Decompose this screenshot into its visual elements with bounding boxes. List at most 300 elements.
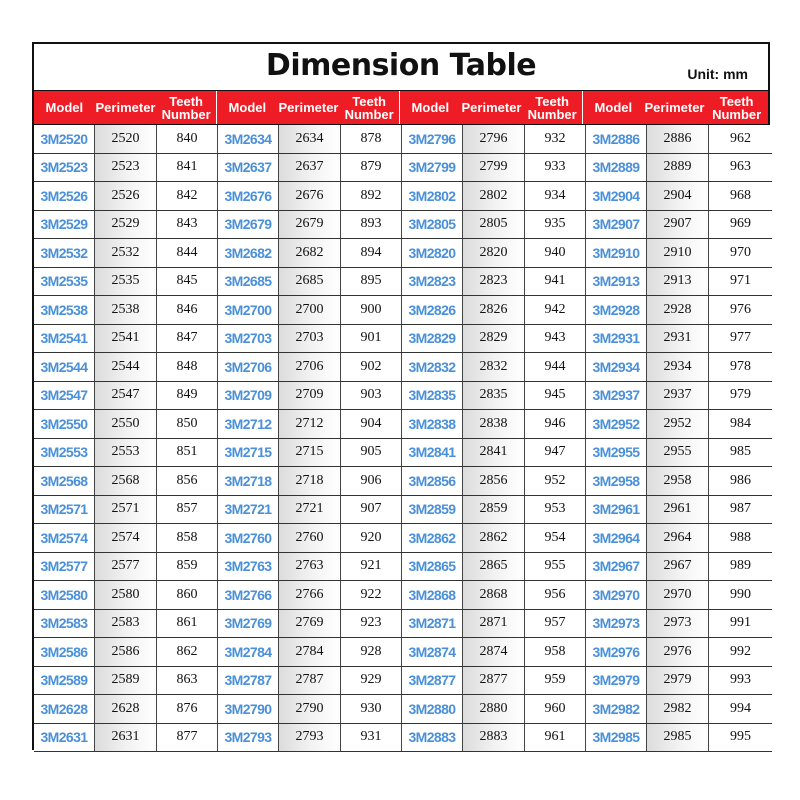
perimeter-cell: 2721: [279, 496, 341, 524]
table-row: [402, 154, 586, 183]
table-row: [34, 724, 218, 753]
table-row: [218, 553, 402, 582]
model-cell: 3M2568: [34, 467, 95, 495]
table-row: [402, 610, 586, 639]
perimeter-cell: 2928: [647, 296, 709, 324]
model-cell: 3M2868: [402, 581, 463, 609]
model-cell: 3M2862: [402, 524, 463, 552]
perimeter-cell: 2577: [95, 553, 157, 581]
model-cell: 3M2544: [34, 353, 95, 381]
teeth-cell: 934: [525, 182, 586, 210]
table-row: [402, 439, 586, 468]
column-header-model: Model: [45, 100, 84, 115]
column-header-perimeter: Perimeter: [461, 100, 522, 115]
perimeter-cell: 2712: [279, 410, 341, 438]
model-cell: 3M2676: [218, 182, 279, 210]
model-cell: 3M2589: [34, 667, 95, 695]
perimeter-cell: 2784: [279, 638, 341, 666]
perimeter-cell: 2568: [95, 467, 157, 495]
model-cell: 3M2631: [34, 724, 95, 752]
model-cell: 3M2553: [34, 439, 95, 467]
perimeter-cell: 2868: [463, 581, 525, 609]
perimeter-cell: 2982: [647, 695, 709, 723]
table-row: [402, 125, 586, 154]
teeth-cell: 970: [709, 239, 772, 267]
perimeter-cell: 2934: [647, 353, 709, 381]
model-cell: 3M2832: [402, 353, 463, 381]
model-cell: 3M2634: [218, 125, 279, 153]
model-cell: 3M2577: [34, 553, 95, 581]
perimeter-cell: 2685: [279, 268, 341, 296]
perimeter-cell: 2538: [95, 296, 157, 324]
perimeter-cell: 2799: [463, 154, 525, 182]
teeth-cell: 944: [525, 353, 586, 381]
table-row: [586, 496, 772, 525]
model-cell: 3M2721: [218, 496, 279, 524]
perimeter-cell: 2526: [95, 182, 157, 210]
model-cell: 3M2787: [218, 667, 279, 695]
table-row: [402, 581, 586, 610]
model-cell: 3M2937: [586, 382, 647, 410]
column-header-teeth: Teeth Number: [339, 91, 400, 124]
perimeter-cell: 2820: [463, 239, 525, 267]
column-header-perimeter: Perimeter: [278, 100, 339, 115]
table-row: [402, 524, 586, 553]
table-row: [218, 353, 402, 382]
perimeter-cell: 2880: [463, 695, 525, 723]
teeth-cell: 905: [341, 439, 402, 467]
table-row: [218, 268, 402, 297]
perimeter-cell: 2550: [95, 410, 157, 438]
perimeter-cell: 2979: [647, 667, 709, 695]
model-cell: 3M2928: [586, 296, 647, 324]
teeth-cell: 941: [525, 268, 586, 296]
table-row: [586, 325, 772, 354]
teeth-cell: 957: [525, 610, 586, 638]
model-cell: 3M2955: [586, 439, 647, 467]
teeth-cell: 984: [709, 410, 772, 438]
table-row: [586, 154, 772, 183]
table-row: [402, 325, 586, 354]
teeth-cell: 844: [157, 239, 218, 267]
model-cell: 3M2889: [586, 154, 647, 182]
perimeter-cell: 2910: [647, 239, 709, 267]
table-row: [34, 667, 218, 696]
perimeter-cell: 2709: [279, 382, 341, 410]
teeth-cell: 993: [709, 667, 772, 695]
column-header-teeth: Teeth Number: [156, 91, 217, 124]
perimeter-cell: 2523: [95, 154, 157, 182]
teeth-cell: 930: [341, 695, 402, 723]
perimeter-cell: 2763: [279, 553, 341, 581]
teeth-cell: 892: [341, 182, 402, 210]
teeth-cell: 989: [709, 553, 772, 581]
perimeter-cell: 2589: [95, 667, 157, 695]
table-row: [34, 439, 218, 468]
table-row: [586, 439, 772, 468]
table-row: [218, 296, 402, 325]
teeth-cell: 988: [709, 524, 772, 552]
table-row: [34, 125, 218, 154]
perimeter-cell: 2583: [95, 610, 157, 638]
dimension-table: [32, 42, 770, 750]
title-bar: [34, 44, 768, 91]
table-row: [586, 610, 772, 639]
model-cell: 3M2526: [34, 182, 95, 210]
teeth-cell: 995: [709, 724, 772, 752]
teeth-cell: 906: [341, 467, 402, 495]
model-cell: 3M2712: [218, 410, 279, 438]
teeth-cell: 971: [709, 268, 772, 296]
perimeter-cell: 2631: [95, 724, 157, 752]
model-cell: 3M2835: [402, 382, 463, 410]
model-cell: 3M2877: [402, 667, 463, 695]
table-row: [34, 496, 218, 525]
perimeter-cell: 2574: [95, 524, 157, 552]
teeth-cell: 940: [525, 239, 586, 267]
perimeter-cell: 2871: [463, 610, 525, 638]
table-row: [218, 239, 402, 268]
table-row: [218, 667, 402, 696]
table-row: [34, 610, 218, 639]
model-cell: 3M2790: [218, 695, 279, 723]
column-group-4: [586, 125, 772, 752]
teeth-cell: 901: [341, 325, 402, 353]
column-header-model: Model: [594, 100, 633, 115]
perimeter-cell: 2703: [279, 325, 341, 353]
teeth-cell: 994: [709, 695, 772, 723]
perimeter-cell: 2580: [95, 581, 157, 609]
teeth-cell: 842: [157, 182, 218, 210]
model-cell: 3M2841: [402, 439, 463, 467]
column-group-1: [34, 125, 218, 752]
teeth-cell: 943: [525, 325, 586, 353]
perimeter-cell: 2874: [463, 638, 525, 666]
teeth-cell: 847: [157, 325, 218, 353]
table-row: [34, 581, 218, 610]
teeth-cell: 907: [341, 496, 402, 524]
table-row: [402, 467, 586, 496]
teeth-cell: 860: [157, 581, 218, 609]
perimeter-cell: 2520: [95, 125, 157, 153]
table-row: [586, 581, 772, 610]
model-cell: 3M2709: [218, 382, 279, 410]
table-row: [218, 182, 402, 211]
table-row: [586, 638, 772, 667]
model-cell: 3M2859: [402, 496, 463, 524]
teeth-cell: 894: [341, 239, 402, 267]
teeth-cell: 969: [709, 211, 772, 239]
teeth-cell: 921: [341, 553, 402, 581]
perimeter-cell: 2718: [279, 467, 341, 495]
perimeter-cell: 2571: [95, 496, 157, 524]
perimeter-cell: 2766: [279, 581, 341, 609]
teeth-cell: 928: [341, 638, 402, 666]
teeth-cell: 956: [525, 581, 586, 609]
table-row: [586, 211, 772, 240]
teeth-cell: 946: [525, 410, 586, 438]
table-row: [218, 154, 402, 183]
teeth-cell: 977: [709, 325, 772, 353]
table-row: [402, 553, 586, 582]
model-cell: 3M2823: [402, 268, 463, 296]
teeth-cell: 931: [341, 724, 402, 752]
perimeter-cell: 2715: [279, 439, 341, 467]
table-row: [34, 695, 218, 724]
model-cell: 3M2952: [586, 410, 647, 438]
model-cell: 3M2571: [34, 496, 95, 524]
table-row: [34, 296, 218, 325]
column-header-perimeter: Perimeter: [644, 100, 705, 115]
perimeter-cell: 2823: [463, 268, 525, 296]
teeth-cell: 929: [341, 667, 402, 695]
table-row: [218, 724, 402, 753]
model-cell: 3M2970: [586, 581, 647, 609]
model-cell: 3M2796: [402, 125, 463, 153]
table-row: [218, 581, 402, 610]
perimeter-cell: 2886: [647, 125, 709, 153]
model-cell: 3M2520: [34, 125, 95, 153]
table-row: [34, 154, 218, 183]
model-cell: 3M2883: [402, 724, 463, 752]
teeth-cell: 945: [525, 382, 586, 410]
table-row: [586, 382, 772, 411]
teeth-cell: 861: [157, 610, 218, 638]
teeth-cell: 841: [157, 154, 218, 182]
table-row: [34, 410, 218, 439]
teeth-cell: 848: [157, 353, 218, 381]
model-cell: 3M2685: [218, 268, 279, 296]
perimeter-cell: 2547: [95, 382, 157, 410]
perimeter-cell: 2829: [463, 325, 525, 353]
perimeter-cell: 2856: [463, 467, 525, 495]
model-cell: 3M2583: [34, 610, 95, 638]
model-cell: 3M2910: [586, 239, 647, 267]
table-row: [218, 211, 402, 240]
perimeter-cell: 2907: [647, 211, 709, 239]
teeth-cell: 978: [709, 353, 772, 381]
perimeter-cell: 2883: [463, 724, 525, 752]
teeth-cell: 846: [157, 296, 218, 324]
model-cell: 3M2931: [586, 325, 647, 353]
perimeter-cell: 2532: [95, 239, 157, 267]
teeth-cell: 963: [709, 154, 772, 182]
model-cell: 3M2535: [34, 268, 95, 296]
table-row: [218, 467, 402, 496]
teeth-cell: 952: [525, 467, 586, 495]
perimeter-cell: 2889: [647, 154, 709, 182]
model-cell: 3M2580: [34, 581, 95, 609]
teeth-cell: 858: [157, 524, 218, 552]
model-cell: 3M2586: [34, 638, 95, 666]
perimeter-cell: 2931: [647, 325, 709, 353]
teeth-cell: 961: [525, 724, 586, 752]
table-title: Dimension Table: [265, 48, 537, 83]
perimeter-cell: 2802: [463, 182, 525, 210]
perimeter-cell: 2952: [647, 410, 709, 438]
table-row: [34, 638, 218, 667]
model-cell: 3M2541: [34, 325, 95, 353]
model-cell: 3M2802: [402, 182, 463, 210]
model-cell: 3M2574: [34, 524, 95, 552]
model-cell: 3M2784: [218, 638, 279, 666]
perimeter-cell: 2832: [463, 353, 525, 381]
model-cell: 3M2715: [218, 439, 279, 467]
model-cell: 3M2706: [218, 353, 279, 381]
table-row: [218, 439, 402, 468]
perimeter-cell: 2535: [95, 268, 157, 296]
model-cell: 3M2886: [586, 125, 647, 153]
table-row: [34, 353, 218, 382]
model-cell: 3M2826: [402, 296, 463, 324]
teeth-cell: 920: [341, 524, 402, 552]
teeth-cell: 962: [709, 125, 772, 153]
teeth-cell: 976: [709, 296, 772, 324]
teeth-cell: 878: [341, 125, 402, 153]
perimeter-cell: 2877: [463, 667, 525, 695]
model-cell: 3M2874: [402, 638, 463, 666]
teeth-cell: 960: [525, 695, 586, 723]
table-row: [402, 268, 586, 297]
header-row: [34, 91, 768, 125]
table-row: [402, 695, 586, 724]
teeth-cell: 932: [525, 125, 586, 153]
teeth-cell: 955: [525, 553, 586, 581]
table-row: [586, 353, 772, 382]
perimeter-cell: 2964: [647, 524, 709, 552]
unit-label: Unit: mm: [687, 66, 748, 82]
perimeter-cell: 2682: [279, 239, 341, 267]
table-row: [402, 211, 586, 240]
perimeter-cell: 2826: [463, 296, 525, 324]
perimeter-cell: 2544: [95, 353, 157, 381]
column-header-perimeter: Perimeter: [95, 100, 156, 115]
model-cell: 3M2766: [218, 581, 279, 609]
perimeter-cell: 2706: [279, 353, 341, 381]
perimeter-cell: 2796: [463, 125, 525, 153]
teeth-cell: 895: [341, 268, 402, 296]
table-row: [586, 724, 772, 753]
model-cell: 3M2547: [34, 382, 95, 410]
teeth-cell: 859: [157, 553, 218, 581]
table-row: [218, 325, 402, 354]
table-row: [218, 410, 402, 439]
table-row: [34, 268, 218, 297]
model-cell: 3M2529: [34, 211, 95, 239]
perimeter-cell: 2985: [647, 724, 709, 752]
perimeter-cell: 2586: [95, 638, 157, 666]
teeth-cell: 879: [341, 154, 402, 182]
table-row: [402, 182, 586, 211]
table-row: [34, 524, 218, 553]
teeth-cell: 985: [709, 439, 772, 467]
perimeter-cell: 2769: [279, 610, 341, 638]
table-row: [218, 382, 402, 411]
table-row: [586, 239, 772, 268]
table-row: [586, 667, 772, 696]
perimeter-cell: 2955: [647, 439, 709, 467]
perimeter-cell: 2976: [647, 638, 709, 666]
perimeter-cell: 2529: [95, 211, 157, 239]
table-row: [402, 667, 586, 696]
teeth-cell: 840: [157, 125, 218, 153]
table-row: [34, 239, 218, 268]
teeth-cell: 987: [709, 496, 772, 524]
teeth-cell: 850: [157, 410, 218, 438]
perimeter-cell: 2973: [647, 610, 709, 638]
column-header-teeth: Teeth Number: [712, 93, 762, 122]
table-row: [34, 211, 218, 240]
teeth-cell: 986: [709, 467, 772, 495]
model-cell: 3M2637: [218, 154, 279, 182]
table-row: [34, 467, 218, 496]
model-cell: 3M2769: [218, 610, 279, 638]
table-row: [586, 182, 772, 211]
model-cell: 3M2805: [402, 211, 463, 239]
model-cell: 3M2976: [586, 638, 647, 666]
perimeter-cell: 2958: [647, 467, 709, 495]
table-row: [34, 382, 218, 411]
perimeter-cell: 2628: [95, 695, 157, 723]
perimeter-cell: 2541: [95, 325, 157, 353]
model-cell: 3M2904: [586, 182, 647, 210]
table-row: [402, 353, 586, 382]
table-row: [218, 125, 402, 154]
model-cell: 3M2829: [402, 325, 463, 353]
teeth-cell: 876: [157, 695, 218, 723]
table-row: [586, 410, 772, 439]
model-cell: 3M2934: [586, 353, 647, 381]
table-row: [218, 496, 402, 525]
teeth-cell: 862: [157, 638, 218, 666]
perimeter-cell: 2961: [647, 496, 709, 524]
teeth-cell: 933: [525, 154, 586, 182]
teeth-cell: 856: [157, 467, 218, 495]
table-row: [34, 325, 218, 354]
model-cell: 3M2985: [586, 724, 647, 752]
model-cell: 3M2532: [34, 239, 95, 267]
model-cell: 3M2964: [586, 524, 647, 552]
model-cell: 3M2550: [34, 410, 95, 438]
table-row: [586, 296, 772, 325]
perimeter-cell: 2790: [279, 695, 341, 723]
model-cell: 3M2793: [218, 724, 279, 752]
table-row: [218, 638, 402, 667]
model-cell: 3M2982: [586, 695, 647, 723]
perimeter-cell: 2760: [279, 524, 341, 552]
table-row: [218, 610, 402, 639]
perimeter-cell: 2787: [279, 667, 341, 695]
model-cell: 3M2763: [218, 553, 279, 581]
model-cell: 3M2880: [402, 695, 463, 723]
teeth-cell: 968: [709, 182, 772, 210]
perimeter-cell: 2634: [279, 125, 341, 153]
model-cell: 3M2760: [218, 524, 279, 552]
table-row: [218, 524, 402, 553]
perimeter-cell: 2679: [279, 211, 341, 239]
model-cell: 3M2799: [402, 154, 463, 182]
teeth-cell: 857: [157, 496, 218, 524]
model-cell: 3M2967: [586, 553, 647, 581]
table-row: [34, 182, 218, 211]
column-group-2: [218, 125, 402, 752]
table-row: [586, 467, 772, 496]
perimeter-cell: 2805: [463, 211, 525, 239]
teeth-cell: 991: [709, 610, 772, 638]
perimeter-cell: 2865: [463, 553, 525, 581]
perimeter-cell: 2553: [95, 439, 157, 467]
perimeter-cell: 2970: [647, 581, 709, 609]
